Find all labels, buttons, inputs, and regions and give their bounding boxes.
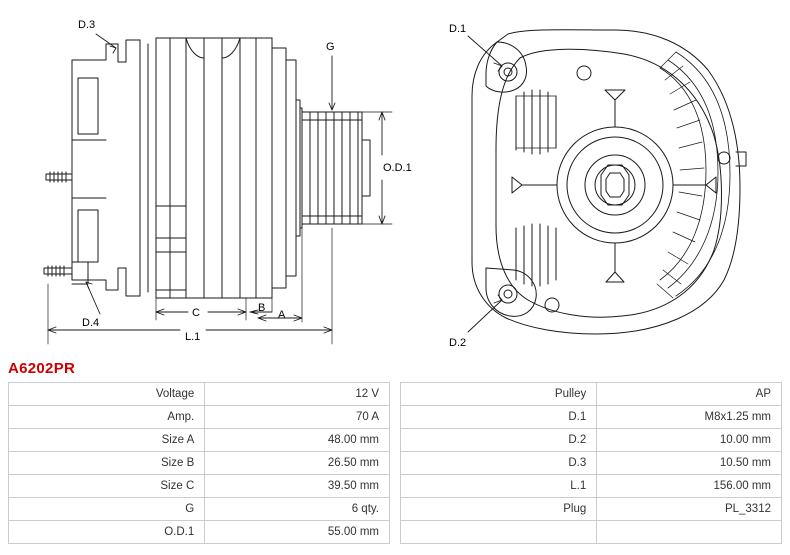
table-row <box>401 429 782 452</box>
spec-value: PL_3312 <box>597 498 782 521</box>
spec-value: 156.00 mm <box>597 475 782 498</box>
table-row <box>401 383 782 406</box>
table-row <box>9 498 390 521</box>
table-row <box>401 521 782 544</box>
spec-label: Pulley <box>401 383 597 406</box>
table-row <box>9 429 390 452</box>
spec-value: M8x1.25 mm <box>597 406 782 429</box>
spec-label: D.1 <box>401 406 597 429</box>
label-od1: O.D.1 <box>383 162 412 174</box>
spec-label: O.D.1 <box>9 521 205 544</box>
label-d3: D.3 <box>78 19 96 31</box>
label-a: A <box>278 309 286 321</box>
table-row <box>9 521 390 544</box>
label-l1: L.1 <box>185 331 201 343</box>
spec-label: Voltage <box>9 383 205 406</box>
spec-label: Amp. <box>9 406 205 429</box>
spec-value: 55.00 mm <box>205 521 390 544</box>
spec-value: 10.50 mm <box>597 452 782 475</box>
label-d4: D.4 <box>82 317 100 329</box>
table-row <box>401 498 782 521</box>
spec-label: Size B <box>9 452 205 475</box>
part-number-title: A6202PR <box>8 360 76 377</box>
label-d1: D.1 <box>449 23 467 35</box>
spec-label: Size A <box>9 429 205 452</box>
spec-value: 6 qty. <box>205 498 390 521</box>
spec-value: 48.00 mm <box>205 429 390 452</box>
spec-table-left <box>8 382 390 544</box>
table-row <box>401 475 782 498</box>
table-row <box>401 406 782 429</box>
spec-label: L.1 <box>401 475 597 498</box>
table-row <box>401 452 782 475</box>
spec-label: G <box>9 498 205 521</box>
label-g: G <box>326 41 335 53</box>
label-b: B <box>258 302 266 314</box>
spec-table-right <box>400 382 782 544</box>
spec-value: 12 V <box>205 383 390 406</box>
spec-label: Plug <box>401 498 597 521</box>
spec-value: 39.50 mm <box>205 475 390 498</box>
spec-label: D.3 <box>401 452 597 475</box>
label-d2: D.2 <box>449 337 467 349</box>
table-row <box>9 383 390 406</box>
table-row <box>9 452 390 475</box>
spec-value <box>597 521 782 544</box>
spec-value: 70 A <box>205 406 390 429</box>
spec-label <box>401 521 597 544</box>
spec-label: Size C <box>9 475 205 498</box>
spec-label: D.2 <box>401 429 597 452</box>
spec-value: 10.00 mm <box>597 429 782 452</box>
specifications <box>8 382 782 544</box>
table-row <box>9 406 390 429</box>
spec-value: AP <box>597 383 782 406</box>
spec-value: 26.50 mm <box>205 452 390 475</box>
label-c: C <box>192 307 200 319</box>
table-row <box>9 475 390 498</box>
